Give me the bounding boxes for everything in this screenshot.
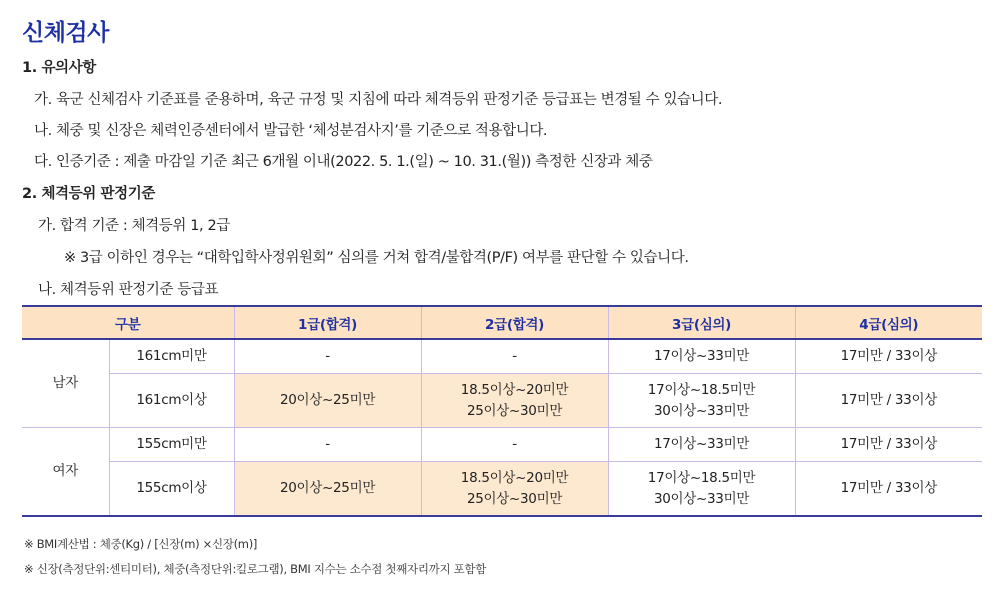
table-header-row — [22, 306, 982, 339]
grade-2-cell: - — [421, 428, 608, 462]
grade-3-range-2: 30이상~33미만 — [653, 490, 750, 507]
notice-item-c: 다. 인증기준 : 제출 마감일 기준 최근 6개월 이내(2022. 5. 1.(일) ~ 10. 31.(월)) 측정한 신장과 체중 — [34, 154, 653, 170]
grade-3-cell: 17이상~33미만 — [608, 339, 795, 374]
bmi-formula-note: ※ BMI계산법 : 체중(Kg) / [신장(m) ×신장(m)] — [24, 537, 258, 551]
grade-4-cell: 17미만 / 33이상 — [795, 462, 982, 517]
grade-2-range-2: 25이상~30미만 — [466, 490, 563, 507]
grade-2-range-2: 25이상~30미만 — [466, 402, 563, 419]
grade-3-range-1: 17이상~18.5미만 — [647, 469, 756, 486]
grade-3-cell: 17이상~33미만 — [608, 428, 795, 462]
grade-4-cell: 17미만 / 33이상 — [795, 374, 982, 428]
notice-item-a: 가. 육군 신체검사 기준표를 준용하며, 육군 규정 및 지침에 따라 체격등위 판정기준 등급표는 변경될 수 있습니다. — [34, 92, 723, 108]
grade-2-cell — [421, 374, 608, 428]
grade-2-range-1: 18.5이상~20미만 — [460, 381, 569, 398]
gender-male: 남자 — [22, 339, 109, 428]
height-cell: 161cm미만 — [109, 339, 234, 374]
grade-1-cell: - — [234, 428, 421, 462]
criteria-note: ※ 3급 이하인 경우는 “대학입학사정위원회” 심의를 거쳐 합격/불합격(P/F) 여부를 판단할 수 있습니다. — [64, 250, 689, 266]
grade-4-cell: 17미만 / 33이상 — [795, 339, 982, 374]
page-title: 신체검사 — [22, 20, 109, 46]
grade-2-range-1: 18.5이상~20미만 — [460, 469, 569, 486]
criteria-item-b: 나. 체격등위 판정기준 등급표 — [38, 282, 219, 298]
grade-3-cell — [608, 462, 795, 517]
grade-table — [22, 305, 982, 517]
criteria-item-a: 가. 합격 기준 : 체격등위 1, 2급 — [38, 218, 230, 234]
grade-2-cell — [421, 462, 608, 517]
grade-1-cell: 20이상~25미만 — [234, 462, 421, 517]
height-cell: 155cm이상 — [109, 462, 234, 517]
header-grade-2: 2급(합격) — [421, 306, 608, 339]
grade-4-cell: 17미만 / 33이상 — [795, 428, 982, 462]
grade-1-cell: 20이상~25미만 — [234, 374, 421, 428]
table-row — [22, 462, 982, 517]
section2-heading: 2. 체격등위 판정기준 — [22, 186, 155, 202]
units-note: ※ 신장(측정단위:센티미터), 체중(측정단위:킬로그램), BMI 지수는 소수점 첫째자리까지 포함함 — [24, 562, 487, 576]
grade-1-cell: - — [234, 339, 421, 374]
header-category: 구분 — [22, 306, 234, 339]
table-row — [22, 428, 982, 462]
grade-3-range-1: 17이상~18.5미만 — [647, 381, 756, 398]
header-grade-3: 3급(심의) — [608, 306, 795, 339]
section1-heading: 1. 유의사항 — [22, 60, 96, 76]
height-cell: 155cm미만 — [109, 428, 234, 462]
header-grade-4: 4급(심의) — [795, 306, 982, 339]
grade-2-cell: - — [421, 339, 608, 374]
grade-3-cell — [608, 374, 795, 428]
gender-female: 여자 — [22, 428, 109, 517]
grade-3-range-2: 30이상~33미만 — [653, 402, 750, 419]
table-row — [22, 374, 982, 428]
notice-item-b: 나. 체중 및 신장은 체력인증센터에서 발급한 ‘체성분검사지’를 기준으로 적용합니다. — [34, 123, 548, 139]
header-grade-1: 1급(합격) — [234, 306, 421, 339]
table-row — [22, 339, 982, 374]
height-cell: 161cm이상 — [109, 374, 234, 428]
